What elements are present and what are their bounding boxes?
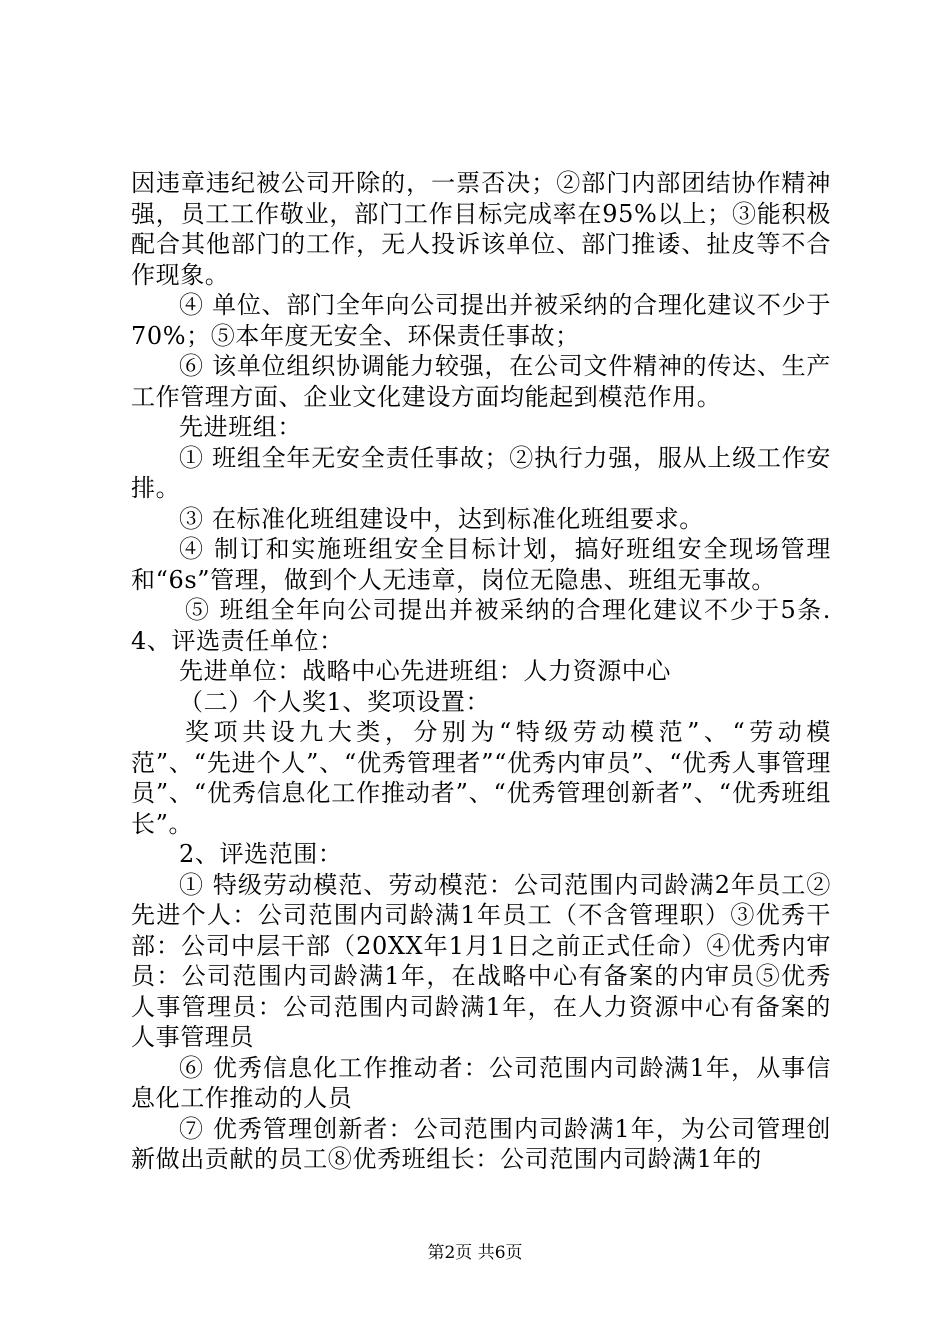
paragraph-team-item-1: ① 班组全年无安全责任事故；②执行力强，服从上级工作安排。 (131, 443, 831, 502)
paragraph-award-categories: 奖项共设九大类，分别为“特级劳动模范”、“劳动模范”、“先进个人”、“优秀管理者”“优秀内审员”、“优秀人事管理员”、“优秀信息化工作推动者”、“优秀管理创新者”、“优秀班组长”。 (131, 718, 831, 838)
document-body (131, 168, 831, 1175)
paragraph-scope-item-7: ⑦ 优秀管理创新者：公司范围内司龄满1年，为公司管理创新做出贡献的员工⑧优秀班组长：公司范围内司龄满1年的 (131, 1114, 831, 1173)
paragraph-item-6: ⑥ 该单位组织协调能力较强，在公司文件精神的传达、生产工作管理方面、企业文化建设方面均能起到模范作用。 (131, 352, 831, 411)
paragraph-scope-items: ① 特级劳动模范、劳动模范：公司范围内司龄满2年员工②先进个人：公司范围内司龄满1年员工（不含管理职）③优秀干部：公司中层干部（20XX年1月1日之前正式任命）④优秀内审员：公司范围内司龄满1年，在战略中心有备案的内审员⑤优秀人事管理员：公司范围内司龄满1年，在人力资源中心有备案的人事管理员 (131, 870, 831, 1051)
paragraph-team-item-5: ⑤ 班组全年向公司提出并被采纳的合理化建议不少于5条.4、评选责任单位： (131, 596, 831, 655)
paragraph-responsible-units: 先进单位：战略中心先进班组：人力资源中心 (179, 657, 671, 685)
page-number: 第2页 (427, 1243, 473, 1263)
heading-individual-awards: （二）个人奖1、奖项设置： (179, 687, 491, 716)
page-footer (0, 1243, 950, 1263)
paragraph-scope-item-6: ⑥ 优秀信息化工作推动者：公司范围内司龄满1年，从事信息化工作推动的人员 (131, 1053, 831, 1112)
page-total: 共6页 (477, 1243, 523, 1263)
heading-advanced-team: 先进班组： (179, 413, 302, 441)
paragraph-team-item-3: ③ 在标准化班组建设中，达到标准化班组要求。 (179, 504, 704, 533)
paragraph-continuation: 因违章违纪被公司开除的，一票否决；②部门内部团结协作精神强，员工工作敬业，部门工作目标完成率在95%以上；③能积极配合其他部门的工作，无人投诉该单位、部门推诿、扯皮等不合作现象。 (131, 169, 831, 289)
paragraph-team-item-4: ④ 制订和实施班组安全目标计划，搞好班组安全现场管理和“6s”管理，做到个人无违章，岗位无隐患、班组无事故。 (131, 535, 831, 594)
paragraph-item-4: ④ 单位、部门全年向公司提出并被采纳的合理化建议不少于70%；⑤本年度无安全、环保责任事故； (131, 291, 831, 350)
heading-selection-scope: 2、评选范围： (179, 840, 343, 868)
